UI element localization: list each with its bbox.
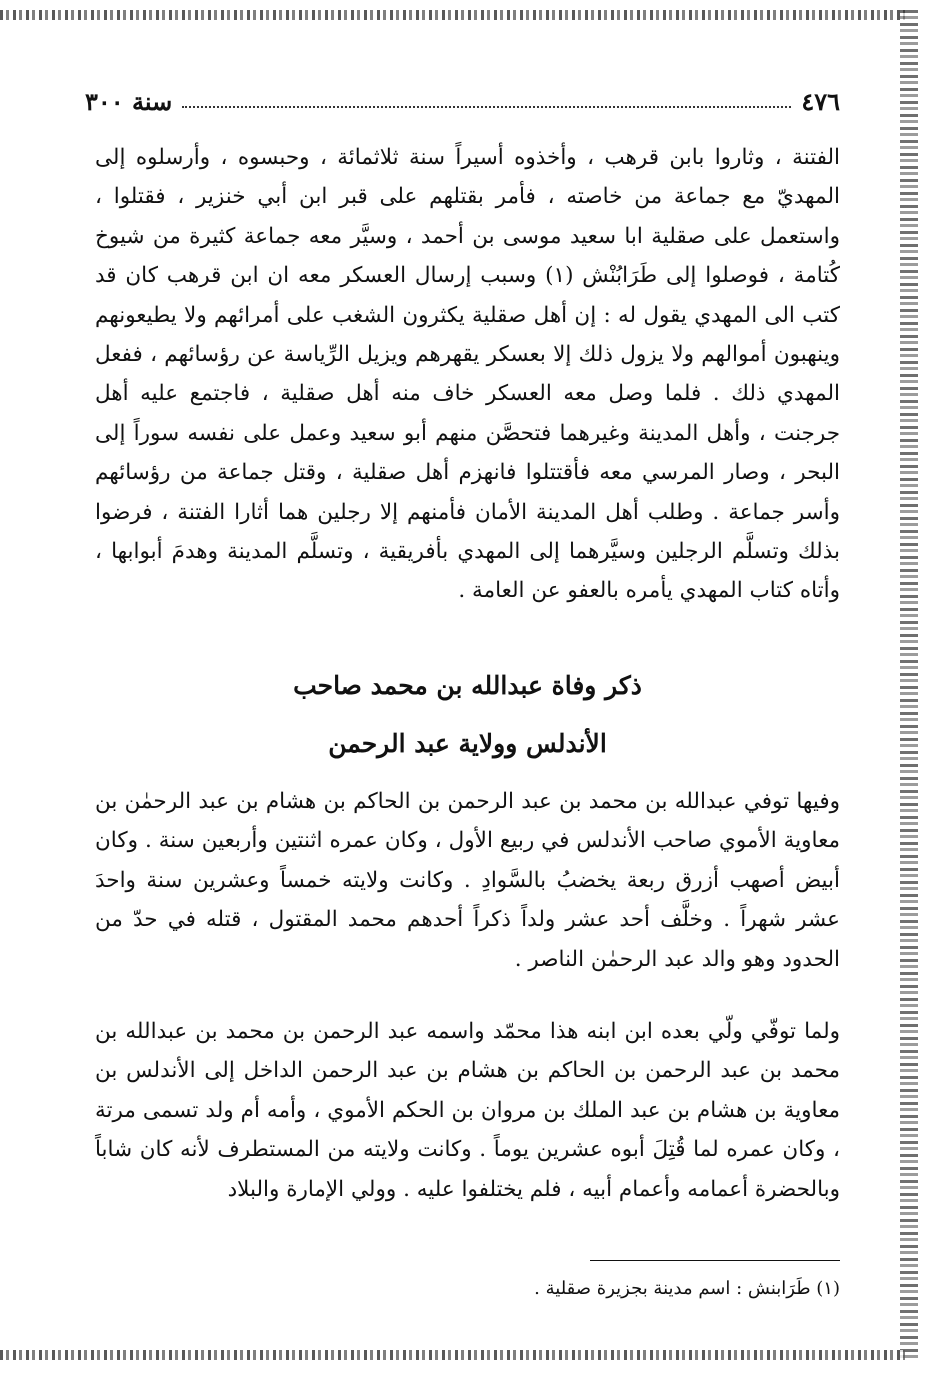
paragraph-1: الفتنة ، وثاروا بابن قرهب ، وأخذوه أسيراً سنة ثلاثمائة ، وحبسوه ، وأرسلوه إلى المهديّ مع جماعة من خاصته ، فأمر بقتلهم على قبر ابن أبي خنزير ، فقتلوا ، واستعمل على صقلية ابا سعيد موسى بن أحمد ، وسيَّر معه جماعة كثيرة من شيوخ كُتامة ، فوصلوا إلى طَرَابُنْش (١) وسبب إرسال العسكر معه ان ابن قرهب كان قد كتب الى المهدي يقول له : إن أهل صقلية يكثرون الشغب على أمرائهم ولا يطيعونهم وينهبون أموالهم ولا يزول ذلك إلا بعسكر يقهرهم ويزيل الرِّياسة عن رؤسائهم ، ففعل المهدي ذلك . فلما وصل معه العسكر خاف منه أهل صقلية ، فاجتمع عليه أهل جرجنت ، وأهل المدينة وغيرهما فتحصَّن منهم أبو سعيد وعمل على نفسه سوراً إلى البحر ، وصار المرسي معه فأقتتلوا فانهزم أهل صقلية ، وقتل جماعة من رؤسائهم وأسر جماعة . وطلب أهل المدينة الأمان فأمنهم إلا رجلين هما أثارا الفتنة ، فرضوا بذلك وتسلَّم الرجلين وسيَّرهما إلى المهدي بأفريقية ، وتسلَّم المدينة وهدمَ أبوابها ، وأتاه كتاب المهدي يأمره بالعفو عن العامة . bbox=[95, 145, 840, 604]
decorative-border-bottom bbox=[0, 1350, 905, 1360]
footnote: (١) طَرَابنش : اسم مدينة بجزيرة صقلية . bbox=[534, 1278, 840, 1299]
section-heading-line-2: الأندلس وولاية عبد الرحمن bbox=[328, 729, 607, 758]
year-label: سنة ٣٠٠ bbox=[85, 86, 173, 116]
footnote-separator bbox=[590, 1260, 840, 1261]
body-text bbox=[95, 138, 840, 611]
paragraph-3: ولما توفّي ولّي بعده ابن ابنه هذا محمّد واسمه عبد الرحمن بن محمد بن عبدالله بن محمد بن عبد الرحمن بن الحاكم بن هشام بن عبد الرحمن الداخل إلى الأندلس بن معاوية بن هشام بن عبد الملك بن مروان بن الحكم الأموي ، وأمه أم ولد تسمى مرتة ، وكان عمره لما قُتِلَ أبوه عشرين يوماً . وكانت ولايته من المستطرف لأنه كان شاباً وبالحضرة أعمامه وأعمام أبيه ، فلم يختلفوا عليه . وولي الإمارة والبلاد bbox=[95, 1019, 840, 1202]
header-dotted-leader bbox=[182, 106, 791, 108]
decorative-border-right bbox=[900, 10, 918, 1360]
running-header bbox=[85, 84, 840, 118]
decorative-border-top bbox=[0, 10, 905, 20]
page-number: ٤٧٦ bbox=[801, 86, 840, 116]
section-heading-line-1: ذكر وفاة عبدالله بن محمد صاحب bbox=[293, 671, 642, 700]
paragraph-2: وفيها توفي عبدالله بن محمد بن عبد الرحمن بن الحاكم بن هشام بن عبد الرحمٰن بن معاوية الأموي صاحب الأندلس في ربيع الأول ، وكان عمره اثنتين وأربعين سنة . وكان أبيض أصهب أزرق ربعة يخضبُ بالسَّوادِ . وكانت ولايته خمساً وعشرين سنة واحدَ عشر شهراً . وخلَّف أحد عشر ولداً ذكراً أحدهم محمد المقتول ، قتله في حدّ من الحدود وهو والد عبد الرحمٰن الناصر . bbox=[95, 789, 840, 972]
